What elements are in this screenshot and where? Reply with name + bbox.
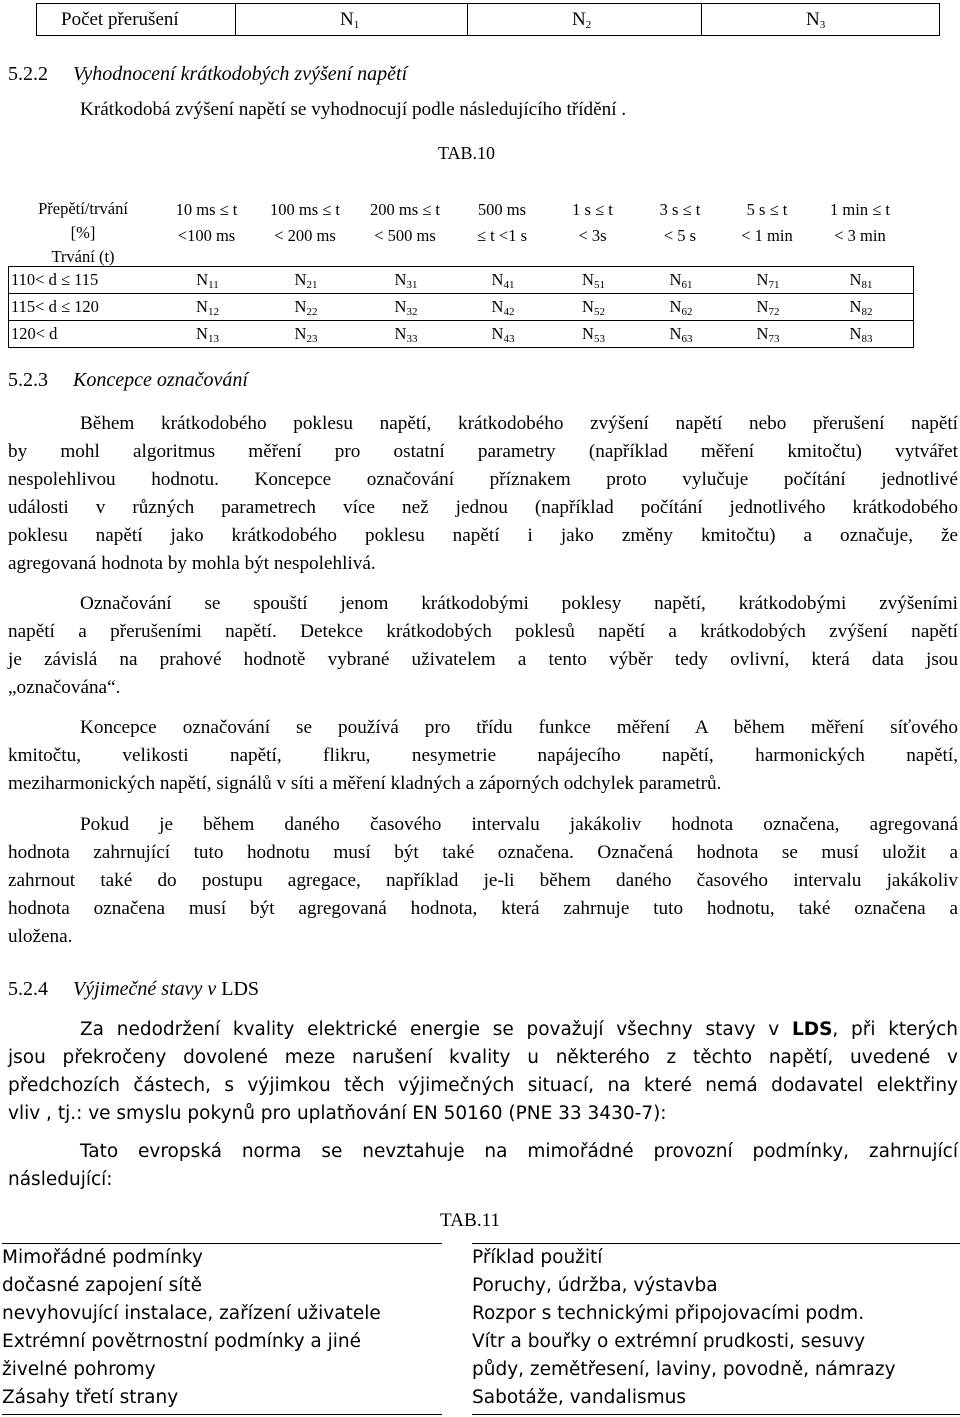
tab10-cell (159, 324, 256, 345)
tab10-cell (456, 297, 550, 318)
tab11-left-column (2, 1243, 442, 1415)
tab10-corner-cell (8, 197, 158, 269)
tab10-cell (550, 270, 637, 291)
tab11-cell: dočasné zapojení sítě (2, 1275, 202, 1296)
header-line: 200 ms ≤ t (369, 200, 441, 219)
paragraph-line: Označování se spouští jenom krátkodobými poklesy napětí, krátkodobými zvýšeními (80, 593, 958, 614)
cell-index: 41 (503, 279, 515, 291)
header-line: 500 ms (477, 200, 527, 219)
section-title: Koncepce označování (73, 369, 248, 391)
header-line: ≤ t <1 s (477, 226, 527, 245)
section-5-2-4-heading (8, 978, 259, 1001)
tab10-table (8, 194, 914, 348)
cell-symbol: N (196, 270, 209, 289)
header-line: 3 s ≤ t (659, 200, 701, 219)
paragraph-line: poklesu napětí jako krátkodobého poklesu napětí i jako změny kmitočtu) a označuje, že (8, 525, 958, 546)
interruption-count-label: Počet přerušení (61, 9, 179, 30)
corner-line: Trvání (t) (51, 247, 115, 266)
section-5-2-3-paragraph-2 (8, 590, 958, 702)
header-line: < 500 ms (374, 226, 436, 245)
paragraph-line: jsou překročeny dovolené meze narušení kvality u některého z těchto napětí, uvedené v (8, 1047, 958, 1068)
cell-symbol: N (491, 324, 504, 343)
tab10-cell (256, 270, 356, 291)
header-line: 1 min ≤ t (830, 200, 890, 219)
tab11-cell: Poruchy, údržba, výstavba (472, 1275, 718, 1296)
tab11-table (2, 1243, 960, 1415)
section-5-2-3-heading (8, 369, 248, 392)
tab10-cell (159, 297, 256, 318)
tab10-caption: TAB.10 (438, 143, 496, 163)
header-line: 10 ms ≤ t (175, 200, 238, 219)
paragraph-line: kmitočtu, velikosti napětí, flikru, nesymetrie napájecího napětí, harmonických napětí, (8, 745, 958, 766)
paragraph-line: meziharmonických napětí, signálů v síti a měření kladných a záporných odchylek parametrů. (8, 773, 722, 794)
tab10-cell (256, 297, 356, 318)
tab10-cell (725, 297, 811, 318)
tab11-cell: Rozpor s technickými připojovacími podm. (472, 1303, 865, 1324)
cell-index: 81 (861, 279, 873, 291)
paragraph-line: předchozích částech, s výjimkou těch výjimečných situací, na které nemá dodavatel elektřiny (8, 1075, 958, 1096)
cell-symbol: N (491, 270, 504, 289)
cell-index: 61 (681, 279, 693, 291)
paragraph-line: Tato evropská norma se nevztahuje na mimořádné provozní podmínky, zahrnující (80, 1141, 958, 1162)
tab11-column-header: Mimořádné podmínky (2, 1247, 203, 1268)
tab10-duration-header (724, 197, 810, 249)
cell-index: 13 (207, 333, 219, 345)
tab10-cell (811, 297, 911, 318)
section-5-2-4-paragraph-2 (8, 1138, 958, 1194)
tab10-cell (550, 324, 637, 345)
cell-symbol: N (669, 324, 682, 343)
tab11-cell: Zásahy třetí strany (2, 1387, 179, 1408)
tab11-cell: živelné pohromy (2, 1359, 156, 1380)
section-5-2-2-heading (8, 63, 407, 86)
paragraph-line: uložena. (8, 926, 73, 947)
tab10-cell (811, 324, 911, 345)
cell-index: 22 (306, 306, 318, 318)
paragraph-line: „označována“. (8, 677, 121, 698)
cell-symbol: N (849, 297, 862, 316)
section-title: Vyhodnocení krátkodobých zvýšení napětí (73, 63, 408, 85)
section-number: 5.2.2 (8, 63, 48, 85)
lds-emphasis: LDS (791, 1019, 833, 1040)
tab10-row-label: 120< d (11, 324, 58, 343)
tab11-column-header: Příklad použití (472, 1247, 603, 1268)
header-line: <100 ms (177, 226, 236, 245)
cell-symbol: N (294, 324, 307, 343)
section-5-2-3-paragraph-1 (8, 410, 958, 578)
cell-symbol: N (294, 270, 307, 289)
cell-index: 31 (406, 279, 418, 291)
cell-index: 21 (306, 279, 318, 291)
column-divider (467, 4, 468, 35)
paragraph-line: hodnota označena musí být agregovaná hodnota, která zahrnuje tuto hodnotu, také označena a (8, 898, 958, 919)
paragraph-line: je závislá na prahové hodnotě vybrané uživatelem a tento výběr tedy ovlivní, která data jsou (8, 649, 958, 670)
section-title-rest: LDS (221, 978, 260, 1000)
cell-symbol: N (394, 324, 407, 343)
tab10-duration-header (636, 197, 724, 249)
header-line: 100 ms ≤ t (269, 200, 341, 219)
tab10-cell (637, 297, 725, 318)
cell-index: 63 (681, 333, 693, 345)
cell-index: 23 (306, 333, 318, 345)
cell-index: 82 (861, 306, 873, 318)
tab11-cell: Sabotáže, vandalismus (472, 1387, 686, 1408)
tab11-caption: TAB.11 (440, 1210, 501, 1231)
tab10-header (8, 194, 914, 266)
tab10-row (9, 321, 913, 348)
n2-header: $N_2$ (572, 9, 592, 31)
cell-index: 62 (681, 306, 693, 318)
cell-symbol: N (582, 297, 594, 316)
header-line: < 3s (578, 226, 607, 245)
paragraph-line: Pokud je během daného časového intervalu jakákoliv hodnota označena, agregovaná (80, 814, 958, 835)
section-title: Výjimečné stavy v (73, 978, 217, 1000)
tab10-row (9, 267, 913, 294)
cell-index: 12 (207, 306, 219, 318)
tab10-cell (725, 324, 811, 345)
tab10-cell (811, 270, 911, 291)
tab10-cell (356, 324, 456, 345)
tab10-cell (725, 270, 811, 291)
cell-symbol: N (849, 324, 862, 343)
header-line: < 3 min (834, 226, 886, 245)
cell-index: 53 (593, 333, 605, 345)
cell-symbol: N (756, 270, 769, 289)
tab10-cell (637, 324, 725, 345)
tab10-cell (456, 324, 550, 345)
tab10-duration-header (158, 197, 255, 249)
cell-symbol: N (756, 324, 769, 343)
tab10-row (9, 294, 913, 321)
paragraph-line: zahrnout také do postupu agregace, například je-li během daného časového intervalu jakákoliv (8, 870, 958, 891)
cell-index: 42 (503, 306, 515, 318)
cell-symbol: N (669, 297, 682, 316)
cell-index: 43 (503, 333, 515, 345)
cell-index: 83 (861, 333, 873, 345)
n1-header: $N_1$ (340, 9, 360, 31)
tab10-cell (159, 270, 256, 291)
tab10-row-label: 115< d ≤ 120 (11, 297, 99, 316)
header-line: 1 s ≤ t (572, 200, 613, 219)
paragraph-line: agregovaná hodnota by mohla být nespolehlivá. (8, 553, 376, 574)
cell-symbol: N (849, 270, 862, 289)
tab11-cell: nevyhovující instalace, zařízení uživatele (2, 1303, 381, 1324)
tab10-row-label: 110< d ≤ 115 (11, 270, 99, 289)
cell-symbol: N (582, 270, 594, 289)
cell-index: 33 (406, 333, 418, 345)
section-5-2-3-paragraph-3 (8, 714, 958, 798)
section-number: 5.2.4 (8, 978, 48, 1000)
column-divider (235, 4, 236, 35)
header-line: 5 s ≤ t (746, 200, 788, 219)
paragraph-line: Za nedodržení kvality elektrické energie se považují všechny stavy v LDS, při kterých (80, 1019, 958, 1040)
tab11-cell: půdy, zemětřesení, laviny, povodně, námrazy (472, 1359, 896, 1380)
tab10-duration-header (355, 197, 455, 249)
cell-index: 73 (768, 333, 780, 345)
tab10-duration-header (455, 197, 549, 249)
cell-index: 32 (406, 306, 418, 318)
header-line: < 5 s (663, 226, 697, 245)
cell-index: 51 (593, 279, 605, 291)
paragraph-line: napětí a přerušeními napětí. Detekce krátkodobých poklesů napětí a krátkodobých zvýšení napětí (8, 621, 958, 642)
cell-symbol: N (196, 297, 208, 316)
tab10-duration-header (255, 197, 355, 249)
tab11-cell: Extrémní povětrnostní podmínky a jiné (2, 1331, 362, 1352)
cell-symbol: N (756, 297, 769, 316)
cell-symbol: N (394, 270, 407, 289)
cell-symbol: N (196, 324, 208, 343)
cell-symbol: N (669, 270, 682, 289)
paragraph-line: Během krátkodobého poklesu napětí, krátkodobého zvýšení napětí nebo přerušení napětí (80, 413, 958, 434)
tab10-duration-header (810, 197, 910, 249)
section-5-2-3-paragraph-4 (8, 811, 958, 951)
paragraph-line: události v různých parametrech více než jednou (například počítání jednotlivého krátkodobého (8, 497, 958, 518)
tab11-right-column (472, 1243, 960, 1415)
section-number: 5.2.3 (8, 369, 48, 391)
paragraph-line: vliv , tj.: ve smyslu pokynů pro uplatňování EN 50160 (PNE 33 3430-7): (8, 1103, 667, 1124)
paragraph-line: nespolehlivou hodnotu. Koncepce označování příznakem proto vylučuje počítání jednotlivé (8, 469, 958, 490)
header-line: < 200 ms (274, 226, 336, 245)
cell-index: 11 (208, 279, 219, 291)
paragraph-line: Koncepce označování se používá pro třídu funkce měření A během měření síťového (80, 717, 958, 738)
corner-line: Přepětí/trvání (38, 199, 128, 218)
cell-index: 72 (768, 306, 780, 318)
column-divider (701, 4, 702, 35)
tab10-cell (456, 270, 550, 291)
paragraph-line: hodnota zahrnující tuto hodnotu musí být také označena. Označená hodnota se musí uložit a (8, 842, 958, 863)
tab10-cell (637, 270, 725, 291)
section-5-2-2-intro: Krátkodobá zvýšení napětí se vyhodnocují podle následujícího třídění . (80, 99, 627, 120)
tab10-cell (550, 297, 637, 318)
cell-index: 71 (768, 279, 780, 291)
interruption-count-row (36, 3, 940, 36)
tab11-cell: Vítr a bouřky o extrémní prudkosti, sesuvy (472, 1331, 866, 1352)
header-line: < 1 min (741, 226, 793, 245)
tab10-cell (356, 270, 456, 291)
cell-symbol: N (491, 297, 504, 316)
corner-line: [%] (70, 223, 96, 242)
paragraph-line: by mohl algoritmus měření pro ostatní parametry (například měření kmitočtu) vytvářet (8, 441, 958, 462)
tab10-cell (356, 297, 456, 318)
cell-symbol: N (294, 297, 307, 316)
cell-symbol: N (582, 324, 594, 343)
cell-symbol: N (394, 297, 407, 316)
section-5-2-4-paragraph-1 (8, 1016, 958, 1128)
tab10-cell (256, 324, 356, 345)
cell-index: 52 (593, 306, 605, 318)
paragraph-line: následující: (8, 1169, 113, 1190)
tab10-duration-header (549, 197, 636, 249)
n3-header: $N_3$ (806, 9, 826, 31)
